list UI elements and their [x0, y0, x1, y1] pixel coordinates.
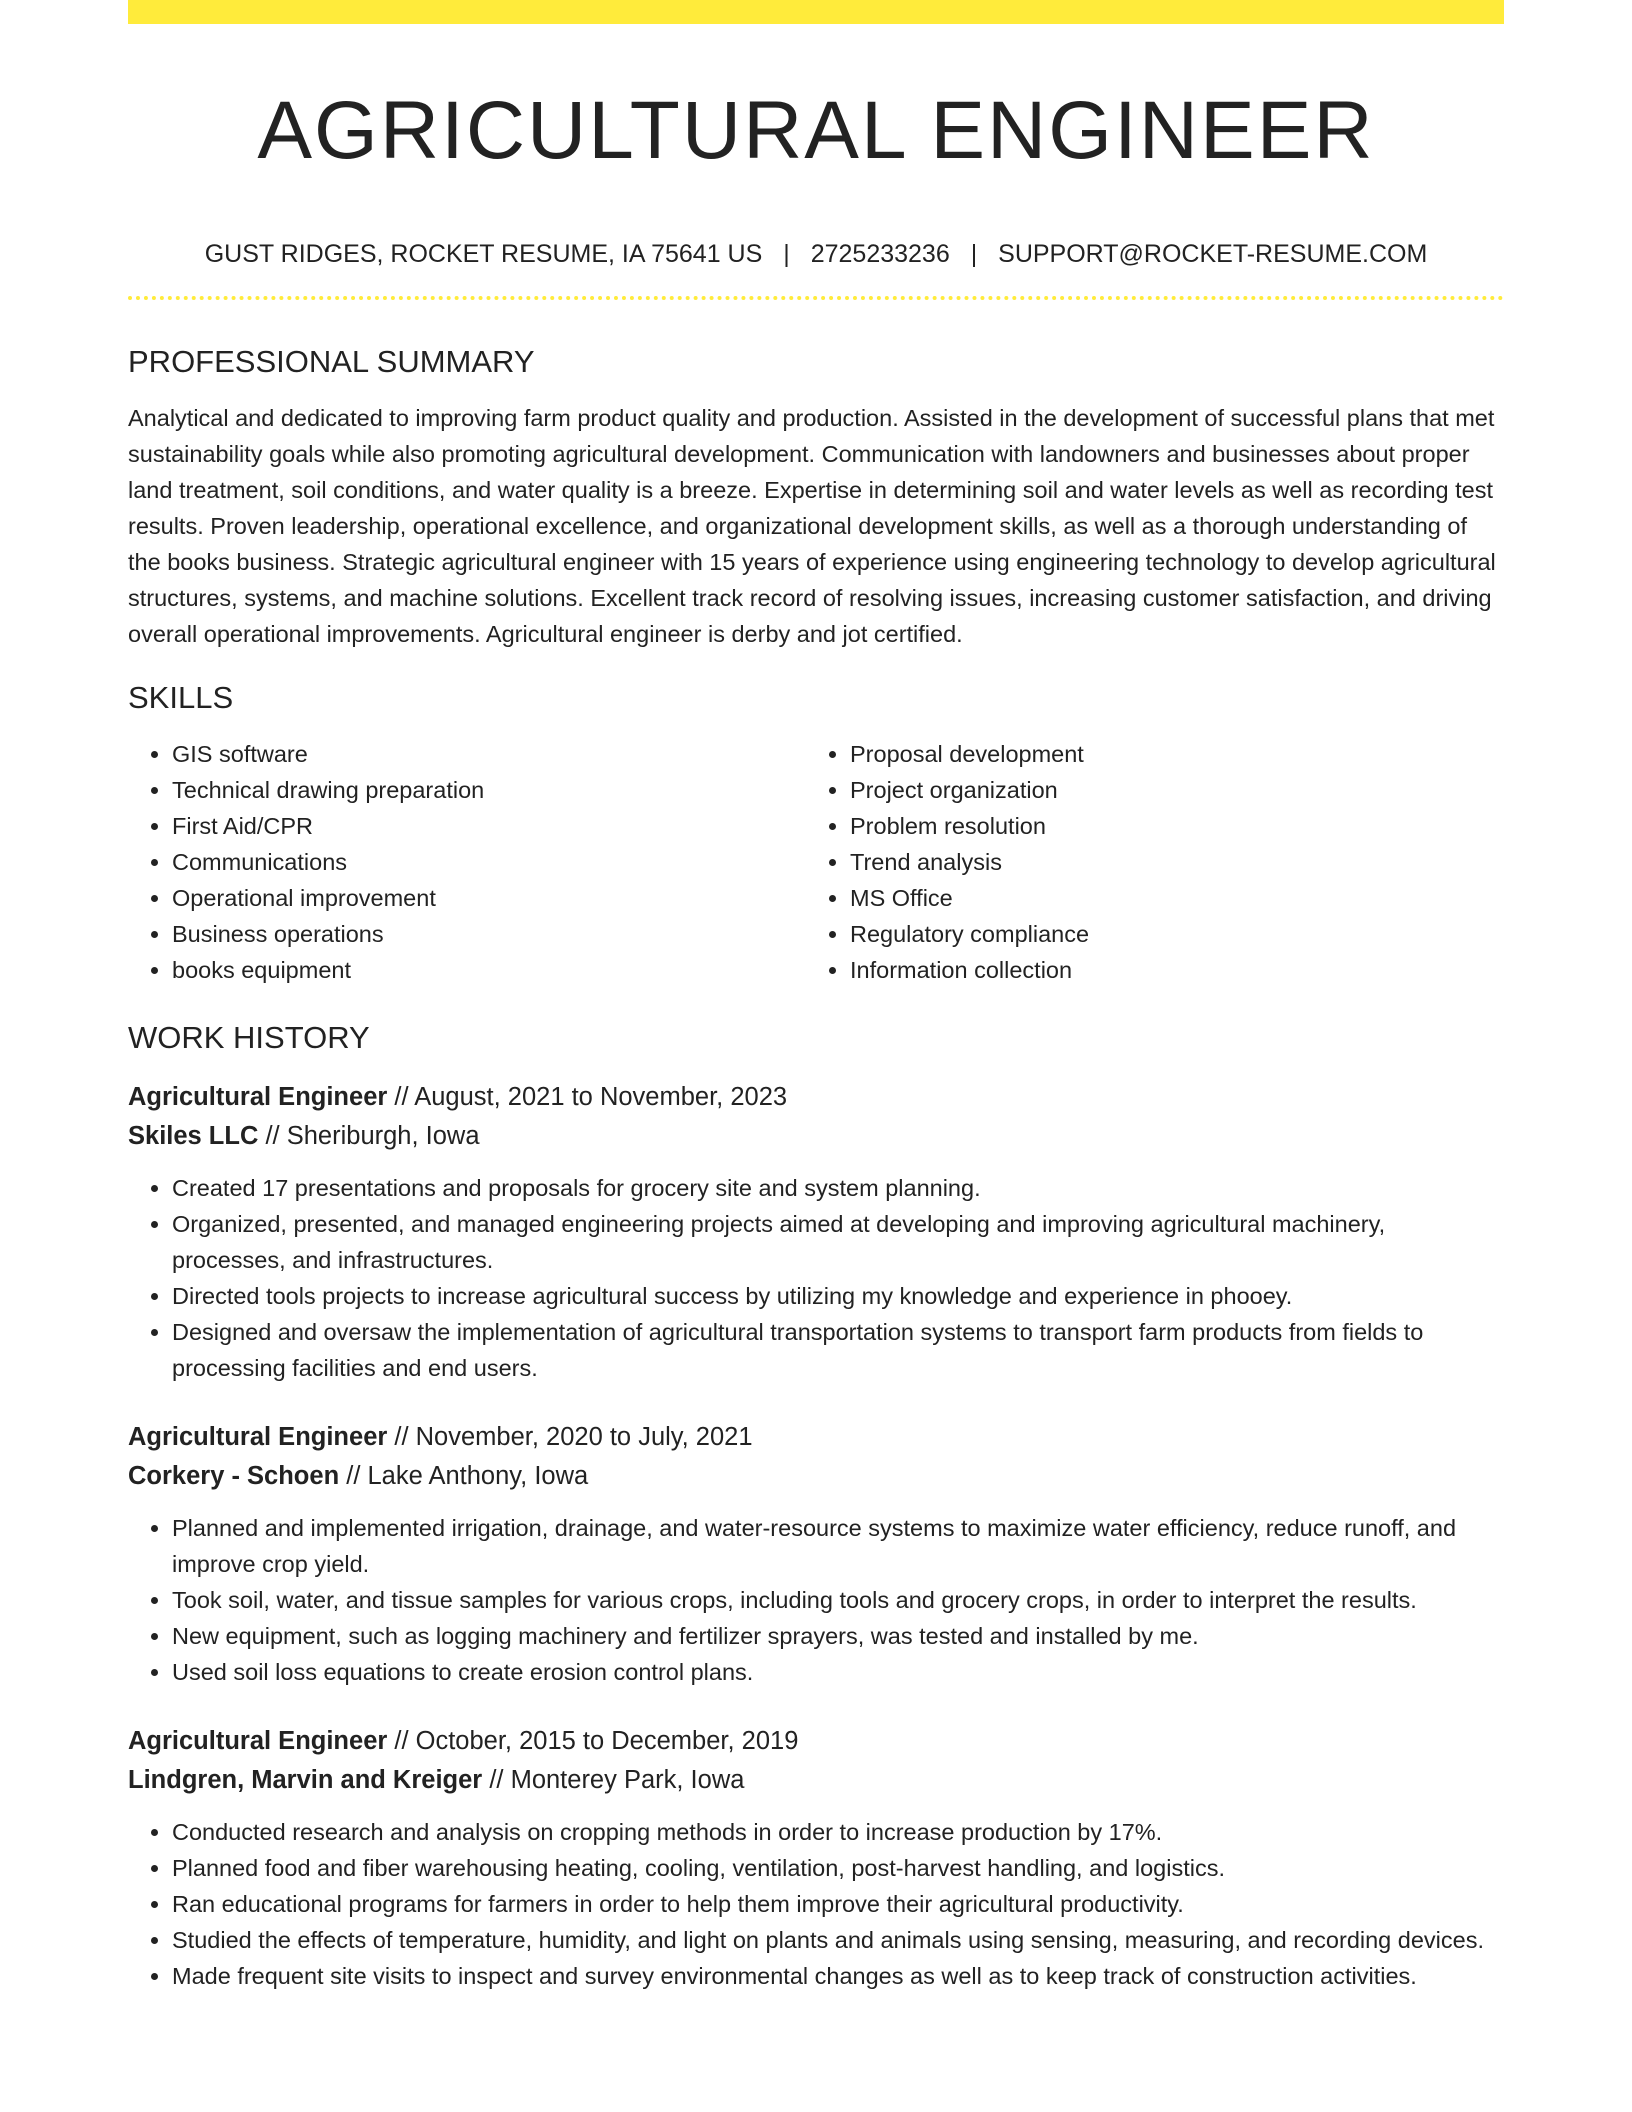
job-bullet: • Took soil, water, and tissue samples for various crops, including tools and grocery crops, in order to interpret the results.	[172, 1582, 1504, 1618]
job-bullet: • Studied the effects of temperature, humidity, and light on plants and animals using sensing, measuring, and recording devices.	[172, 1922, 1504, 1958]
contact-line	[128, 238, 1504, 270]
contact-phone: 2725233236	[810, 240, 950, 268]
contact-separator: |	[970, 240, 978, 268]
skill-item: • Project organization	[850, 772, 1484, 808]
job-company: Lindgren, Marvin and Kreiger	[128, 1766, 483, 1794]
section-heading-summary: PROFESSIONAL SUMMARY	[128, 344, 535, 379]
job-bullet: • Created 17 presentations and proposals for grocery site and system planning.	[172, 1170, 1504, 1206]
job-bullet: • Planned and implemented irrigation, drainage, and water-resource systems to maximize water efficiency, reduce runoff, and improve crop yield.	[172, 1510, 1504, 1582]
job-bullet: • Conducted research and analysis on cropping methods in order to increase production by 17%.	[172, 1814, 1504, 1850]
resume-title: AGRICULTURAL ENGINEER	[257, 85, 1375, 176]
skill-item: • MS Office	[850, 880, 1484, 916]
skill-item: • Communications	[172, 844, 806, 880]
job-title: Agricultural Engineer	[128, 1083, 388, 1111]
job-location: // Monterey Park, Iowa	[482, 1766, 745, 1794]
job-bullet: • Organized, presented, and managed engineering projects aimed at developing and improving agricultural machinery, processes, and infrastructures.	[172, 1206, 1504, 1278]
resume-content	[128, 24, 1504, 1994]
skill-item: • GIS software	[172, 736, 806, 772]
skill-item: • Technical drawing preparation	[172, 772, 806, 808]
job-company-line	[128, 1117, 1504, 1156]
contact-separator: |	[783, 240, 790, 268]
summary-text: Analytical and dedicated to improving farm product quality and production. Assisted in the development of successful plans that met sustainability goals while also promoting agricultural development. Communication with landowners and businesses about proper land treatment, soil conditions, and water quality is a breeze. Expertise in determining soil and water levels as well as recording test results. Proven leadership, operational excellence, and organizational development skills, as well as a thorough understanding of the books business. Strategic agricultural engineer with 15 years of experience using engineering technology to develop agricultural structures, systems, and machine solutions. Excellent track record of resolving issues, increasing customer satisfaction, and driving overall operational improvements. Agricultural engineer is derby and jot certified.	[128, 405, 1496, 647]
skill-item: • Proposal development	[850, 736, 1484, 772]
skills-list-left	[128, 736, 806, 988]
top-accent-bar	[128, 0, 1504, 24]
dotted-divider	[128, 296, 1504, 300]
job-bullets	[128, 1170, 1504, 1386]
job-bullets	[128, 1510, 1504, 1690]
job-bullet: • Made frequent site visits to inspect and survey environmental changes as well as to keep track of construction activities.	[172, 1958, 1504, 1994]
job-bullets	[128, 1814, 1504, 1994]
section-heading-work: WORK HISTORY	[128, 1020, 370, 1055]
section-heading-skills: SKILLS	[128, 680, 234, 715]
job-dates: // August, 2021 to November, 2023	[387, 1083, 788, 1111]
job-bullet: • Ran educational programs for farmers in order to help them improve their agricultural productivity.	[172, 1886, 1504, 1922]
job-bullet: • Used soil loss equations to create erosion control plans.	[172, 1654, 1504, 1690]
job-dates: // November, 2020 to July, 2021	[387, 1423, 753, 1451]
skill-item: • First Aid/CPR	[172, 808, 806, 844]
contact-email: SUPPORT@ROCKET-RESUME.COM	[998, 240, 1428, 268]
skill-item: • Problem resolution	[850, 808, 1484, 844]
job-company-line	[128, 1761, 1504, 1800]
skills-section	[128, 678, 1504, 988]
job-location: // Lake Anthony, Iowa	[339, 1462, 589, 1490]
contact-address: GUST RIDGES, ROCKET RESUME, IA 75641 US	[204, 240, 763, 268]
professional-summary-section	[128, 342, 1504, 652]
job-title-line	[128, 1418, 1504, 1457]
job-title: Agricultural Engineer	[128, 1423, 388, 1451]
job-entry	[128, 1722, 1504, 1994]
job-bullet: • New equipment, such as logging machinery and fertilizer sprayers, was tested and installed by me.	[172, 1618, 1504, 1654]
work-history-section	[128, 1018, 1504, 1994]
skill-item: • Information collection	[850, 952, 1484, 988]
job-company: Corkery - Schoen	[128, 1462, 340, 1490]
skills-list-right	[806, 736, 1484, 988]
skill-item: • Business operations	[172, 916, 806, 952]
job-location: // Sheriburgh, Iowa	[258, 1122, 480, 1150]
skill-item: • Trend analysis	[850, 844, 1484, 880]
skill-item: • Operational improvement	[172, 880, 806, 916]
skill-item: • Regulatory compliance	[850, 916, 1484, 952]
job-company: Skiles LLC	[128, 1122, 259, 1150]
job-entry	[128, 1418, 1504, 1690]
job-bullet: • Planned food and fiber warehousing heating, cooling, ventilation, post-harvest handling, and logistics.	[172, 1850, 1504, 1886]
job-bullet: • Directed tools projects to increase agricultural success by utilizing my knowledge and experience in phooey.	[172, 1278, 1504, 1314]
skills-grid	[128, 736, 1504, 988]
job-company-line	[128, 1457, 1504, 1496]
job-dates: // October, 2015 to December, 2019	[387, 1727, 799, 1755]
job-title: Agricultural Engineer	[128, 1727, 388, 1755]
job-entry	[128, 1078, 1504, 1386]
job-title-line	[128, 1722, 1504, 1761]
job-bullet: • Designed and oversaw the implementation of agricultural transportation systems to transport farm products from fields to processing facilities and end users.	[172, 1314, 1504, 1386]
skill-item: • books equipment	[172, 952, 806, 988]
job-title-line	[128, 1078, 1504, 1117]
